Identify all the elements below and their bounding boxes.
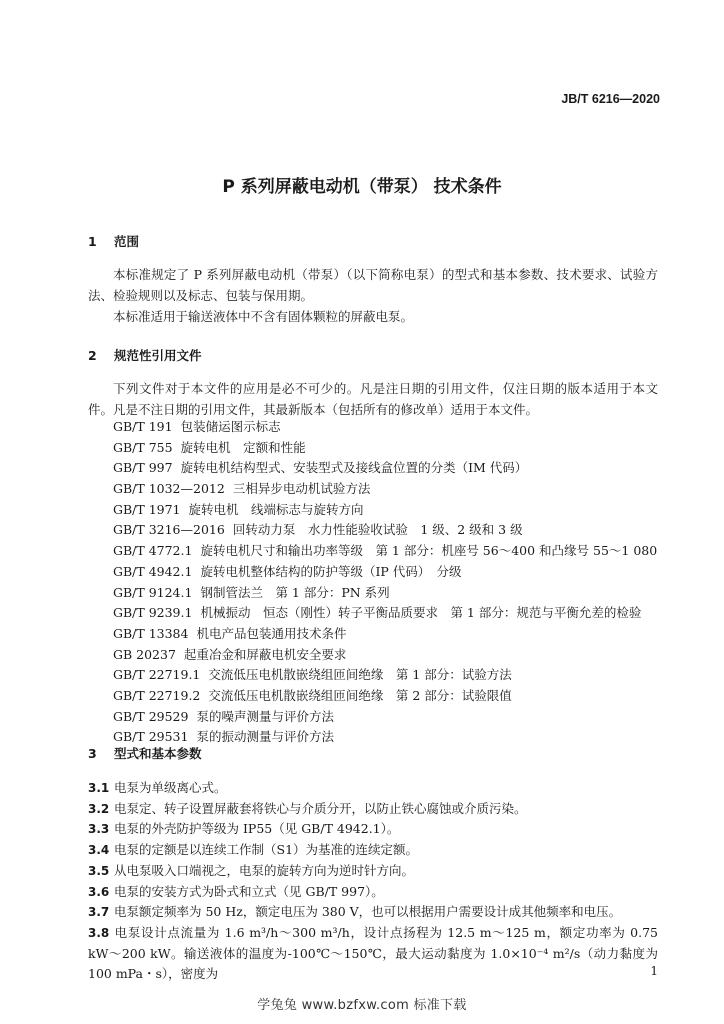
clause-item (88, 882, 658, 903)
doc-code: JB/T 6216—2020 (561, 92, 660, 106)
reference-code: GB/T 3216—2016 (113, 522, 225, 538)
reference-code: GB 20237 (113, 646, 176, 662)
reference-item (113, 686, 658, 707)
section-number: 1 (88, 234, 97, 249)
document-title: P 系列屏蔽电动机（带泵） 技术条件 (222, 177, 502, 197)
reference-item (113, 603, 658, 624)
clause-text: 电泵的外壳防护等级为 IP55（见 GB/T 4942.1）。 (114, 821, 400, 837)
reference-title: 旋转电机 线端标志与旋转方向 (188, 501, 364, 517)
reference-title: 包装储运图示标志 (180, 419, 281, 434)
section-title: 范围 (114, 234, 140, 249)
reference-code: GB/T 997 (113, 460, 173, 476)
reference-code: GB/T 29531 (113, 729, 189, 745)
section-1-paragraph-2: 本标准适用于输送液体中不含有固体颗粒的屏蔽电泵。 (113, 309, 414, 324)
reference-title: 旋转电机结构型式、安装型式及接线盒位置的分类（IM 代码） (180, 460, 528, 476)
reference-item (113, 665, 658, 686)
reference-code: GB/T 9124.1 (113, 584, 193, 600)
reference-title: 旋转电机整体结构的防护等级（IP 代码） 分级 (200, 563, 462, 579)
reference-title: 泵的振动测量与评价方法 (196, 729, 334, 745)
clause-number: 3.6 (88, 884, 110, 899)
reference-title: 三相异步电动机试验方法 (232, 481, 371, 497)
reference-title: 旋转电机 定额和性能 (180, 439, 306, 455)
reference-item (113, 562, 658, 583)
reference-code: GB/T 22719.1 (113, 667, 201, 683)
section-number: 3 (88, 746, 97, 761)
reference-item (113, 417, 658, 438)
reference-title: 交流低压电机散嵌绕组匝间绝缘 第 2 部分：试验限值 (208, 687, 512, 703)
reference-item (113, 624, 658, 645)
reference-item (113, 458, 658, 479)
reference-code: GB/T 4942.1 (113, 563, 193, 579)
clause-item (88, 840, 658, 861)
reference-code: GB/T 9239.1 (113, 605, 193, 621)
clause-item (88, 902, 658, 923)
reference-code: GB/T 191 (113, 419, 173, 434)
reference-item (113, 438, 658, 459)
reference-title: 钢制管法兰 第 1 部分：PN 系列 (200, 584, 390, 600)
reference-code: GB/T 29529 (113, 708, 189, 724)
reference-code: GB/T 13384 (113, 625, 189, 641)
reference-item (113, 520, 658, 541)
reference-title: 起重冶金和屏蔽电机安全要求 (183, 646, 347, 662)
reference-code: GB/T 22719.2 (113, 687, 201, 703)
clause-item (88, 923, 658, 985)
clause-number: 3.4 (88, 843, 110, 858)
section-1-paragraph-1: 本标准规定了 P 系列屏蔽电动机（带泵）（以下简称电泵）的型式和基本参数、技术要求、试验方法、检验规则以及标志、包装与保用期。 (88, 267, 658, 303)
reference-item (113, 541, 658, 562)
clause-number: 3.5 (88, 863, 110, 878)
clause-item (88, 778, 658, 799)
section-number: 2 (88, 348, 97, 363)
section-1-heading (88, 232, 139, 250)
reference-item (113, 479, 658, 500)
clause-text: 电泵的定额是以连续工作制（S1）为基准的连续定额。 (114, 842, 419, 858)
clause-item (88, 819, 658, 840)
reference-title: 机电产品包装通用技术条件 (196, 625, 347, 641)
footer-watermark: 学兔兔 www.bzfxw.com 标准下载 (257, 998, 467, 1013)
reference-code: GB/T 4772.1 (113, 543, 193, 559)
clause-number: 3.1 (88, 781, 110, 795)
section-title: 型式和基本参数 (114, 746, 202, 761)
clause-text: 电泵定、转子设置屏蔽套将铁心与介质分开，以防止铁心腐蚀或介质污染。 (114, 800, 527, 816)
reference-item (113, 707, 658, 728)
clause-text: 电泵额定频率为 50 Hz，额定电压为 380 V，也可以根据用户需要设计成其他频率和电压。 (114, 904, 622, 920)
reference-code: GB/T 1971 (113, 501, 181, 517)
clause-number: 3.2 (88, 801, 110, 816)
reference-item (113, 583, 658, 604)
clause-text: 从电泵吸入口端视之，电泵的旋转方向为逆时针方向。 (114, 862, 415, 878)
section-2-heading (88, 346, 202, 364)
section-title: 规范性引用文件 (114, 348, 202, 363)
clause-number: 3.8 (88, 925, 110, 940)
clause-list (88, 778, 658, 985)
page-number: 1 (650, 964, 658, 978)
clause-item (88, 799, 658, 820)
reference-title: 泵的噪声测量与评价方法 (196, 708, 334, 724)
reference-title: 回转动力泵 水力性能验收试验 1 级、2 级和 3 级 (232, 522, 523, 538)
reference-title: 机械振动 恒态（刚性）转子平衡品质要求 第 1 部分：规范与平衡允差的检验 (200, 605, 642, 621)
reference-title: 旋转电机尺寸和输出功率等级 第 1 部分：机座号 56～400 和凸缘号 55～1 080 (200, 543, 658, 559)
section-2-paragraph: 下列文件对于本文件的应用是必不可少的。凡是注日期的引用文件，仅注日期的版本适用于本文件。凡是不注日期的引用文件，其最新版本（包括所有的修改单）适用于本文件。 (88, 381, 658, 417)
clause-number: 3.3 (88, 822, 110, 837)
clause-number: 3.7 (88, 905, 110, 920)
clause-text: 电泵的安装方式为卧式和立式（见 GB/T 997）。 (114, 883, 384, 899)
clause-text: 电泵设计点流量为 1.6 m³/h～300 m³/h，设计点扬程为 12.5 m～125 m，额定功率为 0.75 kW～200 kW。输送液体的温度为-100℃～150℃，最大运动黏度为 1.0×10⁻⁴ m²/s（动力黏度为 100 mPa・s），密度为 (88, 924, 658, 982)
reference-item (113, 645, 658, 666)
reference-title: 交流低压电机散嵌绕组匝间绝缘 第 1 部分：试验方法 (208, 667, 512, 683)
clause-item (88, 861, 658, 882)
reference-code: GB/T 1032—2012 (113, 481, 225, 497)
clause-text: 电泵为单级离心式。 (114, 780, 227, 795)
reference-item (113, 500, 658, 521)
reference-list (113, 417, 658, 748)
reference-code: GB/T 755 (113, 439, 173, 455)
section-3-heading (88, 744, 202, 762)
